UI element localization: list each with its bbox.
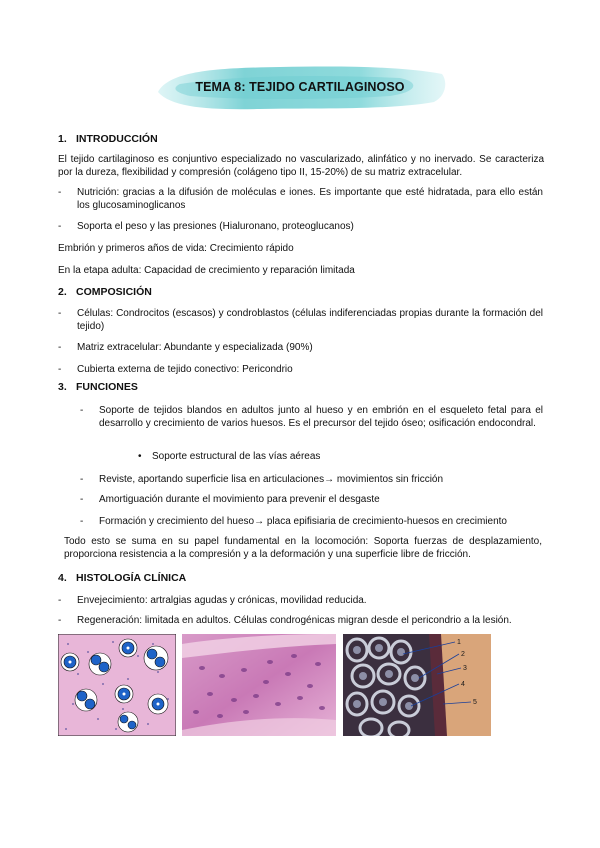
list-item: Cubierta externa de tejido conectivo: Pericondrio <box>77 364 293 375</box>
bullet-dash: - <box>58 595 62 606</box>
list-item: Nutrición: gracias a la difusión de moléculas e iones. Es importante que esté hidratada, para ello están los glucosaminoglicanos <box>77 187 543 211</box>
summary-paragraph: Todo esto se suma en su papel fundamental en la locomoción: Soporta fuerzas de desplazamiento, proporciona resistencia a la compresión y a la deformación y una superficie libre de fricción. <box>64 536 542 560</box>
paragraph: Embrión y primeros años de vida: Crecimiento rápido <box>58 243 294 254</box>
section-4-heading: 4. HISTOLOGÍA CLÍNICA <box>58 572 187 584</box>
sub-list-item: Soporte estructural de las vías aéreas <box>152 451 321 462</box>
section-3-heading: 3. FUNCIONES <box>58 381 138 393</box>
section-2-heading: 2. COMPOSICIÓN <box>58 286 152 298</box>
page-title: TEMA 8: TEJIDO CARTILAGINOSO <box>195 80 405 94</box>
list-item: Matriz extracelular: Abundante y especializada (90%) <box>77 342 313 353</box>
list-item: Reviste, aportando superficie lisa en articulaciones→ movimientos sin fricción <box>99 474 444 485</box>
bullet-dash: - <box>58 308 62 319</box>
figure-label-1: 1 <box>457 639 461 646</box>
bullet-dash: - <box>58 187 62 198</box>
list-item: Células: Condrocitos (escasos) y condroblastos (células indiferenciadas propias durante la formación del tejido) <box>77 308 543 332</box>
bullet-dot: • <box>138 451 142 462</box>
histology-micrograph-image <box>182 634 336 736</box>
list-item: Soporte de tejidos blandos en adultos junto al hueso y en embrión en el esqueleto fetal para el desarrollo y crecimiento de varios huesos. Es el precursor del tejido óseo; osificación endocondral. <box>99 405 543 429</box>
list-item: Regeneración: limitada en adultos. Células condrogénicas migran desde el pericondrio a la lesión. <box>77 615 512 626</box>
list-item: Amortiguación durante el movimiento para prevenir el desgaste <box>99 494 380 505</box>
figure-label-5: 5 <box>473 699 477 706</box>
list-item: Soporta el peso y las presiones (Hialuronano, proteoglucanos) <box>77 221 354 232</box>
bullet-dash: - <box>58 364 62 375</box>
bullet-dash: - <box>80 405 84 416</box>
bullet-dash: - <box>80 516 84 527</box>
bullet-dash: - <box>58 615 62 626</box>
bullet-dash: - <box>58 342 62 353</box>
bullet-dash: - <box>80 494 84 505</box>
figure-label-2: 2 <box>461 651 465 658</box>
list-item: Formación y crecimiento del hueso→ placa epifisiaria de crecimiento-huesos en crecimiento <box>99 516 507 527</box>
labeled-micrograph-image <box>343 634 491 736</box>
section-1-heading: 1. INTRODUCCIÓN <box>58 133 158 145</box>
bullet-dash: - <box>80 474 84 485</box>
figure-label-3: 3 <box>463 665 467 672</box>
section-1-intro: El tejido cartilaginoso es conjuntivo especializado no vascularizado, alinfático y no inervado. Se caracteriza por la dureza, flexibilidad y compresión (colágeno tipo II, 15-20%) de su matriz extracelular. <box>58 154 544 178</box>
title-banner <box>150 62 450 114</box>
bullet-dash: - <box>58 221 62 232</box>
list-item: Envejecimiento: artralgias agudas y crónicas, movilidad reducida. <box>77 595 367 606</box>
cartilage-diagram-image <box>58 634 176 736</box>
paragraph: En la etapa adulta: Capacidad de crecimiento y reparación limitada <box>58 265 355 276</box>
figure-label-4: 4 <box>461 681 465 688</box>
